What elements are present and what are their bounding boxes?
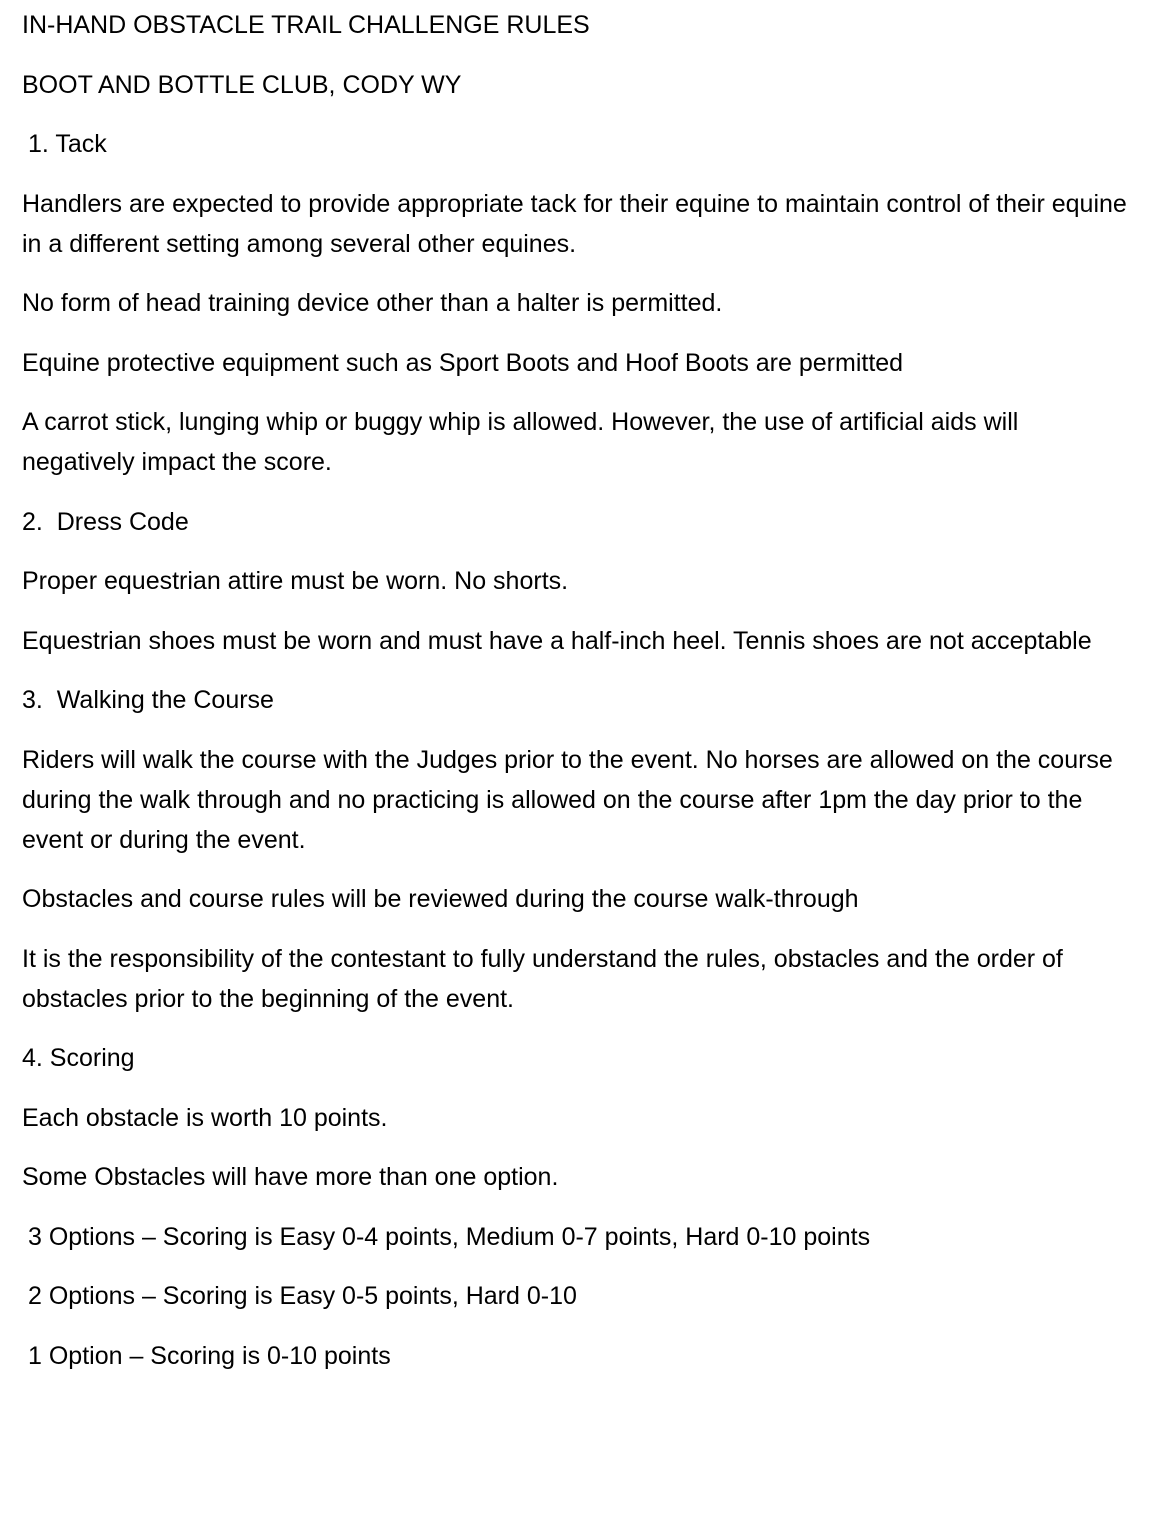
paragraph: A carrot stick, lunging whip or buggy whip is allowed. However, the use of artificial aids will negatively impact the score.: [22, 408, 1026, 476]
paragraph: Equine protective equipment such as Sport Boots and Hoof Boots are permitted: [22, 348, 904, 377]
section-heading-tack: 1. Tack: [28, 130, 107, 158]
paragraph: Equestrian shoes must be worn and must have a half-inch heel. Tennis shoes are not acceptable: [22, 626, 1092, 655]
paragraph: Riders will walk the course with the Judges prior to the event. No horses are allowed on the course during the walk through and no practicing is allowed on the course after 1pm the day prior to the event or during the event.: [22, 745, 1120, 854]
scoring-option-line: 3 Options – Scoring is Easy 0-4 points, Medium 0-7 points, Hard 0-10 points: [28, 1222, 871, 1251]
paragraph: No form of head training device other than a halter is permitted.: [22, 289, 723, 317]
section-heading-dress-code: 2. Dress Code: [22, 507, 189, 536]
scoring-option-line: 1 Option – Scoring is 0-10 points: [28, 1341, 391, 1370]
paragraph: It is the responsibility of the contestant to fully understand the rules, obstacles and the order of obstacles prior to the beginning of the event.: [22, 944, 1070, 1013]
document-body: [22, 5, 1137, 1376]
paragraph: Handlers are expected to provide appropriate tack for their equine to maintain control of their equine in a different setting among several other equines.: [22, 189, 1134, 258]
document-subtitle: BOOT AND BOTTLE CLUB, CODY WY: [22, 70, 462, 99]
paragraph: Each obstacle is worth 10 points.: [22, 1103, 388, 1132]
paragraph: Proper equestrian attire must be worn. No shorts.: [22, 567, 569, 595]
document-title: IN-HAND OBSTACLE TRAIL CHALLENGE RULES: [22, 11, 590, 39]
paragraph: Obstacles and course rules will be reviewed during the course walk-through: [22, 885, 859, 913]
section-heading-scoring: 4. Scoring: [22, 1044, 135, 1072]
paragraph: Some Obstacles will have more than one option.: [22, 1163, 559, 1191]
section-heading-walking-the-course: 3. Walking the Course: [22, 686, 274, 714]
scoring-option-line: 2 Options – Scoring is Easy 0-5 points, Hard 0-10: [28, 1282, 577, 1310]
